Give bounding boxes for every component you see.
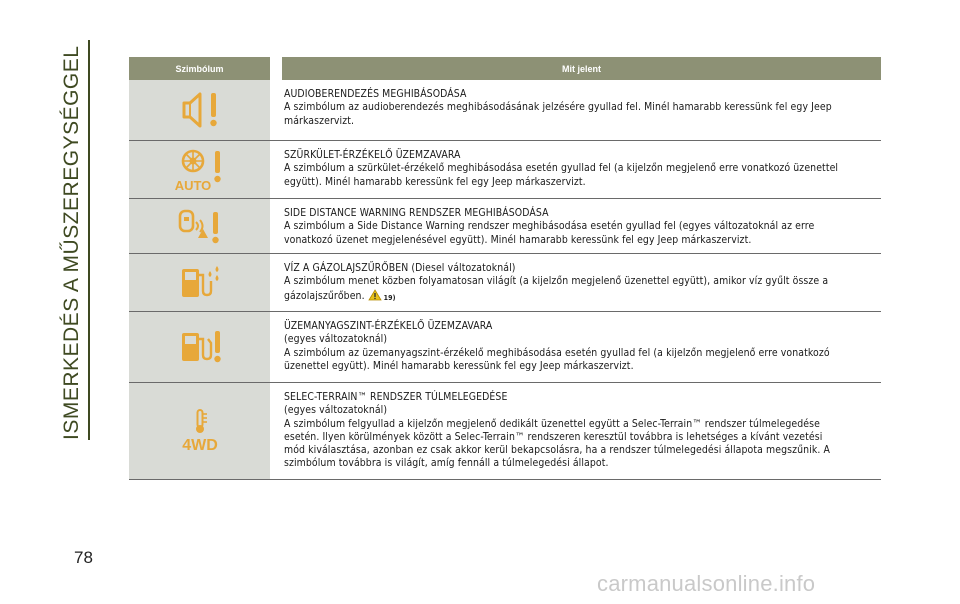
row-text-line: A szimbólum az üzemanyagszint-érzékelő meghibásodása esetén gyullad fel (a kijelzőn megjelenő erre vonatkozó (284, 346, 830, 359)
row-title: ÜZEMANYAGSZINT-ÉRZÉKELŐ ÜZEMZAVARA (284, 320, 493, 332)
chapter-title-text: ISMERKEDÉS A MŰSZEREGYSÉGGEL (60, 45, 83, 440)
row-title: AUDIOBERENDEZÉS MEGHIBÁSODÁSA (284, 88, 467, 100)
meaning-cell (282, 199, 881, 253)
symbol-column-header: Szimbólum (129, 57, 270, 80)
row-title: SIDE DISTANCE WARNING RENDSZER MEGHIBÁSODÁSA (284, 207, 549, 219)
speaker-warning-icon (170, 88, 230, 132)
table-row (129, 383, 881, 480)
meaning-cell (282, 254, 881, 311)
water-in-fuel-filter-icon (170, 261, 230, 305)
row-text-line: A szimbólum menet közben folyamatosan világít (a kijelzőn megjelenő üzenettel együtt), amikor víz gyűlt össze a (284, 275, 829, 288)
4wd-overheat-icon (170, 406, 230, 456)
meaning-cell (282, 312, 881, 382)
row-text-line: A szimbólum felgyullad a kijelzőn megjelenő dedikált üzenettel együtt a Selec-Terrain™ rendszer túlmelegedése (284, 417, 820, 430)
symbol-cell (129, 254, 270, 311)
table-header (129, 57, 881, 80)
row-text-line: (egyes változatoknál) (284, 404, 388, 417)
chapter-title-underline (88, 40, 90, 440)
side-distance-warning-icon (170, 204, 230, 248)
row-text-line: esetén. Ilyen körülmények között a Selec-Terrain™ rendszeren keresztül továbbra is lehetséges a kívánt vezetési (284, 430, 823, 443)
meaning-cell (282, 80, 881, 140)
table-row (129, 80, 881, 141)
meaning-cell (282, 383, 881, 479)
twilight-sensor-warning-icon (170, 146, 230, 194)
row-text-line: vonatkozó üzenet megjelenésével együtt). Minél hamarabb keressünk fel egy Jeep márkaszervizt. (284, 233, 752, 246)
watermark: carmanualsonline.info (597, 571, 816, 596)
symbol-cell (129, 141, 270, 198)
meaning-cell (282, 141, 881, 198)
page-number: 78 (74, 548, 93, 567)
row-text-line: márkaszervizt. (284, 114, 355, 127)
table-row (129, 141, 881, 199)
row-text-line: együtt). Minél hamarabb keressünk fel egy Jeep márkaszervizt. (284, 175, 586, 188)
table-row (129, 254, 881, 312)
table-row (129, 199, 881, 254)
table-row (129, 312, 881, 383)
reference-number: 19) (383, 293, 396, 302)
row-text-line: üzenettel együtt). Minél hamarabb keressünk fel egy Jeep márkaszervizt. (284, 359, 634, 372)
row-text-line: (egyes változatoknál) (284, 333, 388, 346)
row-title: VÍZ A GÁZOLAJSZŰRŐBEN (Diesel változatoknál) (284, 262, 516, 274)
row-text-line: szimbólum továbbra is világít, amíg fennáll a túlmelegedési állapot. (284, 457, 609, 470)
chapter-side-title (60, 40, 90, 440)
row-title: SELEC-TERRAIN™ RENDSZER TÚLMELEGEDÉSE (284, 391, 508, 403)
symbol-cell (129, 312, 270, 382)
warning-symbols-table (129, 57, 881, 480)
warning-triangle-icon (368, 289, 382, 301)
4wd-label: 4WD (181, 437, 218, 454)
row-text-line-part: gázolajszűrőben. (284, 289, 365, 302)
symbol-cell (129, 80, 270, 140)
row-text-line: A szimbólum a szürkület-érzékelő meghibásodása esetén gyullad fel (a kijelzőn megjelenő erre vonatkozó üzenettel (284, 162, 839, 175)
row-text-line: A szimbólum a Side Distance Warning rendszer meghibásodása esetén gyullad fel (egyes változatoknál az erre (284, 220, 815, 233)
row-title: SZÜRKÜLET-ÉRZÉKELŐ ÜZEMZAVARA (284, 149, 461, 161)
auto-label: AUTO (174, 177, 211, 193)
row-text-line (284, 289, 881, 305)
row-text-line: A szimbólum az audioberendezés meghibásodásának jelzésére gyullad fel. Minél hamarabb keressünk fel egy Jeep (284, 101, 832, 114)
symbol-cell (129, 199, 270, 253)
fuel-level-sensor-warning-icon (170, 325, 230, 369)
symbol-cell (129, 383, 270, 479)
meaning-column-header: Mit jelent (282, 57, 881, 80)
row-text-line: mód kiválasztása, azonban ez csak akkor kerül bekapcsolásra, ha a rendszer túlmelegedési állapota megszűnik. A (284, 444, 830, 457)
